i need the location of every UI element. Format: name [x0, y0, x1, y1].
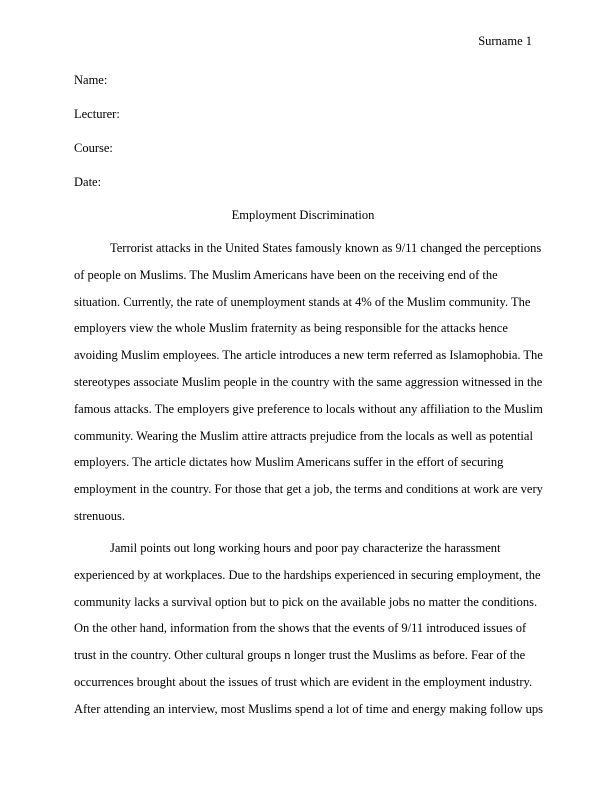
paragraph-line: experienced by at workplaces. Due to the hardships experienced in securing employment, the: [74, 567, 541, 582]
paragraph-line: strenuous.: [74, 509, 126, 523]
date-field: Date:: [74, 175, 102, 189]
document-title: Employment Discrimination: [231, 208, 375, 222]
running-head: Surname 1: [478, 34, 532, 48]
course-field: Course:: [74, 141, 113, 155]
paragraph-line: avoiding Muslim employees. The article introduces a new term referred as Islamophobia. The: [74, 348, 543, 363]
paragraph-line: Jamil points out long working hours and poor pay characterize the harassment: [110, 541, 501, 555]
paragraph-line: trust in the country. Other cultural groups n longer trust the Muslims as before. Fear of the: [74, 648, 526, 663]
paragraph-line: situation. Currently, the rate of unemployment stands at 4% of the Muslim community. The: [74, 294, 531, 309]
paragraph-line: of people on Muslims. The Muslim Americans have been on the receiving end of the: [74, 267, 498, 282]
paragraph-line: stereotypes associate Muslim people in the country with the same aggression witnessed in the: [74, 375, 543, 389]
paragraph-line: occurrences brought about the issues of trust which are evident in the employment industry.: [74, 675, 533, 689]
paragraph-line: Terrorist attacks in the United States famously known as 9/11 changed the perceptions: [110, 241, 542, 255]
paragraph-line: employment in the country. For those that get a job, the terms and conditions at work are very: [74, 482, 543, 497]
paragraph-line: community lacks a survival option but to pick on the available jobs no matter the conditions.: [74, 594, 538, 609]
lecturer-field: Lecturer:: [74, 107, 120, 121]
paragraph-line: After attending an interview, most Muslims spend a lot of time and energy making follow ups: [74, 701, 544, 716]
paragraph-line: community. Wearing the Muslim attire attracts prejudice from the locals as well as potential: [74, 428, 533, 443]
name-field: Name:: [74, 73, 108, 87]
paragraph-line: employers. The article dictates how Muslim Americans suffer in the effort of securing: [74, 455, 504, 470]
paragraph-line: employers view the whole Muslim fraternity as being responsible for the attacks hence: [74, 321, 508, 336]
paragraph-line: On the other hand, information from the shows that the events of 9/11 introduced issues of: [74, 621, 527, 636]
paragraph-line: famous attacks. The employers give preference to locals without any affiliation to the Muslim: [74, 401, 543, 416]
